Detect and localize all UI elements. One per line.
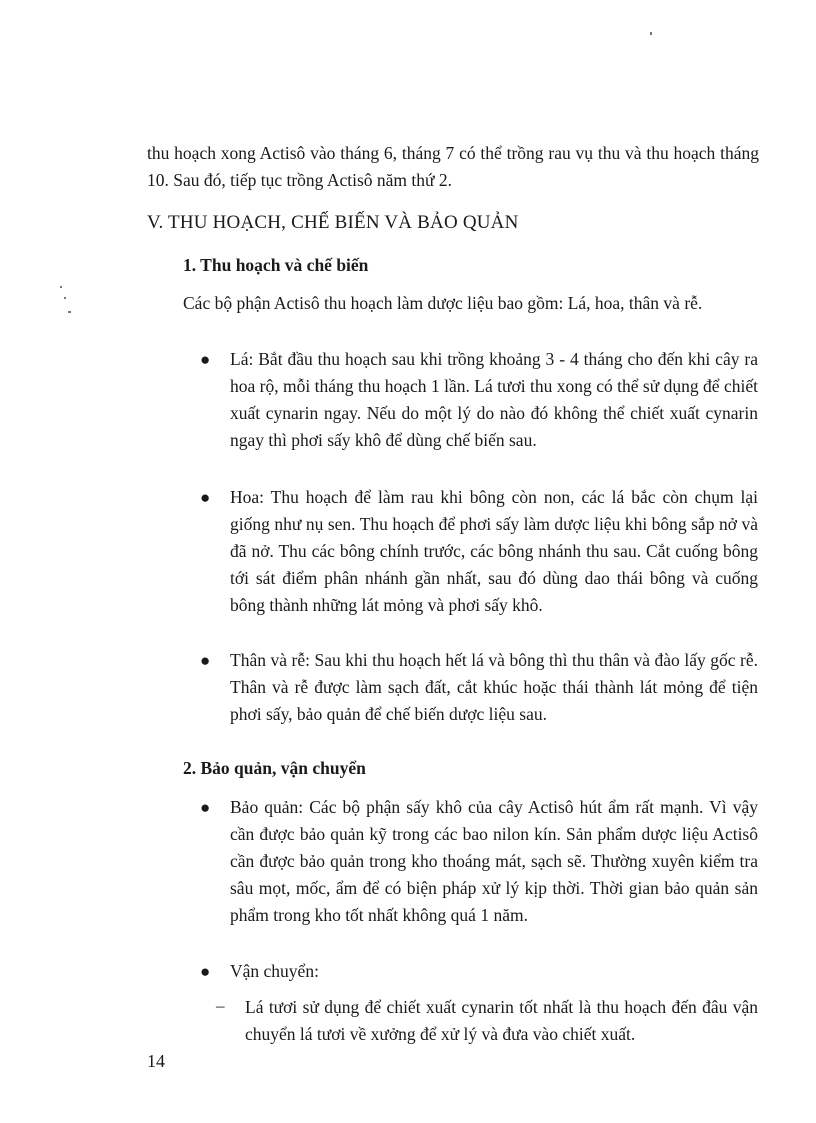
- subsection-heading: 2. Bảo quản, vận chuyển: [183, 758, 366, 778]
- list-item: Lá: Bắt đầu thu hoạch sau khi trồng khoảng 3 - 4 tháng cho đến khi cây ra hoa rộ, mỗi tháng thu hoạch 1 lần. Lá tươi thu xong có thể sử dụng để chiết xuất cynarin ngay. Nếu do một lý do nào đó không thể chiết xuất cynarin ngay thì phơi sấy khô để dùng chế biến sau.: [230, 349, 758, 450]
- bullet-icon: ●: [200, 651, 211, 670]
- page-number: 14: [147, 1051, 165, 1071]
- sub-list-item: Lá tươi sử dụng để chiết xuất cynarin tốt nhất là thu hoạch đến đâu vận chuyển lá tươi về xưởng để xử lý và đưa vào chiết xuất.: [245, 997, 758, 1044]
- bullet-icon: ●: [200, 798, 211, 817]
- list-item: Thân và rễ: Sau khi thu hoạch hết lá và bông thì thu thân và đào lấy gốc rễ. Thân và rễ được làm sạch đất, cắt khúc hoặc thái thành lát mỏng để tiện phơi sấy, bảo quản để chế biến dược liệu sau.: [230, 650, 758, 724]
- scan-mark: [68, 311, 71, 313]
- lead-paragraph: Các bộ phận Actisô thu hoạch làm dược liệu bao gồm: Lá, hoa, thân và rễ.: [183, 293, 703, 313]
- bullet-icon: ●: [200, 350, 211, 369]
- bullet-icon: ●: [200, 962, 211, 981]
- scan-mark: [64, 297, 66, 299]
- list-item: Bảo quản: Các bộ phận sấy khô của cây Actisô hút ẩm rất mạnh. Vì vậy cần được bảo quản kỹ trong các bao nilon kín. Sản phẩm dược liệu Actisô cần được bảo quản trong kho thoáng mát, sạch sẽ. Thường xuyên kiểm tra sâu mọt, mốc, ẩm để có biện pháp xử lý kịp thời. Thời gian bảo quản sản phẩm trong kho tốt nhất không quá 1 năm.: [230, 797, 758, 925]
- list-item: Hoa: Thu hoạch để làm rau khi bông còn non, các lá bắc còn chụm lại giống như nụ sen. Thu hoạch để phơi sấy làm dược liệu khi bông sắp nở và đã nở. Thu các bông chính trước, các bông nhánh thu sau. Cắt cuống bông tới sát điểm phân nhánh gần nhất, sau đó dùng dao thái bông và cuống bông thành những lát mỏng và phơi sấy khô.: [230, 487, 758, 615]
- list-item: Vận chuyển:: [230, 961, 319, 981]
- bullet-icon: ●: [200, 488, 211, 507]
- dash-icon: –: [216, 996, 225, 1015]
- subsection-heading: 1. Thu hoạch và chế biến: [183, 255, 369, 275]
- scan-mark: [60, 286, 62, 288]
- scan-mark: [650, 32, 652, 35]
- section-heading: V. THU HOẠCH, CHẾ BIẾN VÀ BẢO QUẢN: [147, 212, 519, 233]
- intro-paragraph: thu hoạch xong Actisô vào tháng 6, tháng 7 có thể trồng rau vụ thu và thu hoạch tháng 10. Sau đó, tiếp tục trồng Actisô năm thứ 2.: [147, 143, 759, 190]
